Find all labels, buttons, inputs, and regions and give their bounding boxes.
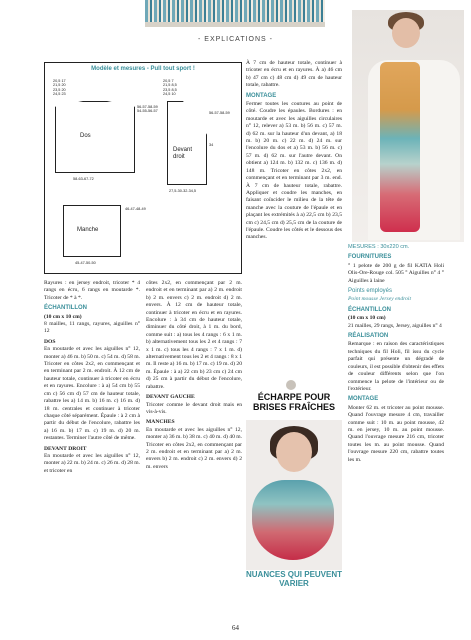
nuances-caption: NUANCES QUI PEUVENT VARIER bbox=[246, 570, 343, 588]
echantillon2-size: (10 cm x 10 cm) bbox=[348, 315, 386, 322]
scarf-section-title: ÉCHARPE POUR BRISES FRAÎCHES bbox=[252, 392, 335, 412]
devant-label: Devant droit bbox=[173, 147, 193, 160]
column-4 bbox=[348, 244, 444, 464]
dos-top-measures: 20,5 17 21,5 20 23,5 20 24,5 23 bbox=[53, 79, 66, 97]
points-text: Point mousse Jersey endroit bbox=[348, 296, 412, 303]
devant-top-measures: 20,5 7 21,5 8,5 23,5 8,5 24,5 10 bbox=[163, 79, 177, 97]
page-header: - EXPLICATIONS - bbox=[198, 36, 273, 43]
devant-side-measures: 56-57-58-59 bbox=[209, 111, 230, 115]
montage-text: Fermer toutes les coutures au point de côté. Coudre les épaules. Bordures : en moutarde et avec les aiguilles circulaires n° 12, relever a) 53 m. b) 56 m. c) 57 m. d) 62 m. sur la hauteur d'un devant, a) 18 m. b) 20 m. c) 22 m. d) 24 m. sur l'encolure du dos et a) 53 m. b) 56 m. c) 57 m. d) 62 m. sur l'autre devant. On obtient a) 124 m. b) 132 m. c) 136 m. d) 148 m. Tricoter en côtes 2x2, en commençant et en terminant par 3 m. end. À 7 cm de hauteur totale, rabattre. Appliquer et coudre les manches, en faisant coïncider le milieu de la tête de manche avec la couture de l'épaule et en plaçant les extrémités à a) 22,5 cm b) 23,5 cm c) 24,5 cm d) 25,5 cm de la couture de l'épaule. Coudre les côtés et le dessous des manches. bbox=[246, 101, 342, 241]
manche-label: Manche bbox=[77, 227, 99, 233]
devant-gauche-text: Tricoter comme le devant droit mais en vis-à-vis. bbox=[146, 401, 242, 415]
knit-stripe-decoration bbox=[145, 0, 325, 22]
devant-gauche-title: DEVANT GAUCHE bbox=[146, 394, 195, 401]
mesures-text: MESURES : 30x220 cm. bbox=[348, 244, 410, 250]
scarf-image bbox=[252, 480, 334, 560]
devant-droit-cont: côtes 2x2, en commençant par 2 m. endroit et en terminant par a) 2 m. endroit b) 2 m. envers c) 2 m. endroit d) 2 m. envers. À 12 cm de hauteur totale, continuer à tricoter en écru et en rayures. Encolure : à 34 cm de hauteur totale, diminuer du côté droit, à 1 m. du bord, comme suit : a) tous les 4 rangs : 6 x 1 m. b) alternativement tous les 2 et 4 rangs : 7 x 1 m. c) tous les 4 rangs : 7 x 1 m. d) alternativement tous les 2 et 4 rangs : 8 x 1 m. Il reste a) 16 m. b) 17 m. c) 19 m. d) 20 m. Épaule : à a) 22 cm b) 23 cm c) 24 cm d) 25 cm à partir du début de l'encolure, rabattre. bbox=[146, 280, 243, 390]
echantillon-title: ÉCHANTILLON bbox=[44, 305, 87, 312]
model-face bbox=[276, 432, 312, 472]
devant-shape bbox=[167, 101, 207, 185]
devant-bottom-measures: 27,5-30-32-34,5 bbox=[169, 189, 197, 193]
montage2-text: Monter 62 m. et tricoter au point mousse. Quand l'ouvrage mesure 4 cm, travailler comme suit : 10 m. au point mousse, 42 m. en jersey, 10 m. au point mousse. Quand l'ouvrage mesure 216 cm, tricoter toutes les m. au point mousse. Quand l'ouvrage mesure 220 cm, rabattre toutes les m. bbox=[348, 404, 444, 463]
manches-cont: À 7 cm de hauteur totale, continuer à tricoter en écru et en rayures. À a) 46 cm b) 47 cm c) 48 cm d) 49 cm de hauteur totale, rabattre. bbox=[246, 60, 342, 89]
realisation-text: Remarque : en raison des caractéristiques techniques du fil Holi, fil issu du cycle parfait qui présente un dégradé de couleurs, il est possible d'obtenir des effets de couleur différents selon que l'on commence la pelote de l'intérieur ou de l'extérieur. bbox=[348, 341, 444, 392]
yarn-ball-icon bbox=[286, 380, 296, 390]
points-title: Points employés bbox=[348, 288, 393, 295]
diagram-title: Modèle et mesures - Pull tout sport ! bbox=[91, 66, 195, 72]
dos-title: DOS bbox=[44, 338, 56, 345]
dos-label: Dos bbox=[80, 133, 91, 139]
measurement-diagram bbox=[44, 62, 242, 274]
dos-side-measures: 56-57-58-59 54-55-56-57 bbox=[137, 105, 158, 114]
echantillon-size: (10 cm x 10 cm) bbox=[44, 313, 82, 320]
echantillon2-text: 21 mailles, 29 rangs, Jersey, aiguilles n° 4 bbox=[348, 322, 442, 329]
model-face-top bbox=[392, 18, 420, 48]
montage2-title: MONTAGE bbox=[348, 396, 379, 403]
page-number: 64 bbox=[232, 624, 239, 632]
column-3 bbox=[246, 60, 342, 242]
dos-text: En moutarde et avec les aiguilles n° 12, monter a) 46 m. b) 50 m. c) 54 m. d) 58 m. Tricoter en côtes 2x2, en commençant et en terminant par 2 m. endroit. À 12 cm de hauteur totale, continuer à tricoter en écru et en rayures. Encolure : à a) 54 cm b) 55 cm c) 56 cm d) 57 cm de hauteur totale, rabattre les a) 14 m. b) 16 m. c) 16 m. d) 18 m. centrales et continuer à tricoter chaque côté séparément. Épaule : à 2 cm à partir du début de l'encolure, rabattre les a) 16 m. b) 17 m. c) 19 m. d) 20 m. restantes. Terminer l'autre côté de même. bbox=[44, 346, 141, 442]
column-1 bbox=[44, 280, 140, 475]
knit-stripe-base bbox=[145, 22, 325, 27]
echantillon2-title: ÉCHANTILLON bbox=[348, 306, 391, 313]
devant-droit-text: En moutarde et avec les aiguilles n° 12, monter a) 22 m. b) 24 m. c) 26 m. d) 28 m. et tricoter en bbox=[44, 452, 141, 474]
manches-title: MANCHES bbox=[146, 419, 175, 426]
manches-text: En moutarde et avec les aiguilles n° 12, monter a) 36 m. b) 38 m. c) 40 m. d) 40 m. Tricoter en côtes 2x2, en commençant par 2 m. endroit et en terminant par a) 2 m. envers b) 2 m. endroit c) 2 m. envers d) 2 m. envers bbox=[146, 426, 243, 470]
column-2 bbox=[146, 280, 242, 471]
stripes-text: Rayures : en jersey endroit, tricoter * 4 rangs en écru, 6 rangs en moutarde *. Tricoter de * à *. bbox=[44, 280, 140, 301]
dos-shape bbox=[55, 101, 135, 173]
fournitures-title: FOURNITURES bbox=[348, 254, 392, 261]
fournitures-text: ° 1 pelote de 200 g de fil KATIA Holi Olis-Ore-Rouge col. 505 ° Aiguilles n° 4 ° Aiguilles à laine bbox=[348, 262, 444, 284]
long-scarf-image bbox=[380, 62, 420, 232]
dos-bottom-measures: 58-63-67-72 bbox=[73, 177, 94, 181]
manche-bottom-measures: 45-47-50-50 bbox=[75, 261, 96, 265]
manche-side-measures: 46-47-48-49 bbox=[125, 207, 146, 211]
realisation-title: RÉALISATION bbox=[348, 333, 389, 340]
devant-mid-measure: 34 bbox=[209, 143, 214, 147]
montage-title: MONTAGE bbox=[246, 92, 277, 99]
devant-droit-title: DEVANT DROIT bbox=[44, 445, 87, 452]
echantillon-text: 8 mailles, 11 rangs, rayures, aiguilles n° 12 bbox=[44, 321, 140, 335]
